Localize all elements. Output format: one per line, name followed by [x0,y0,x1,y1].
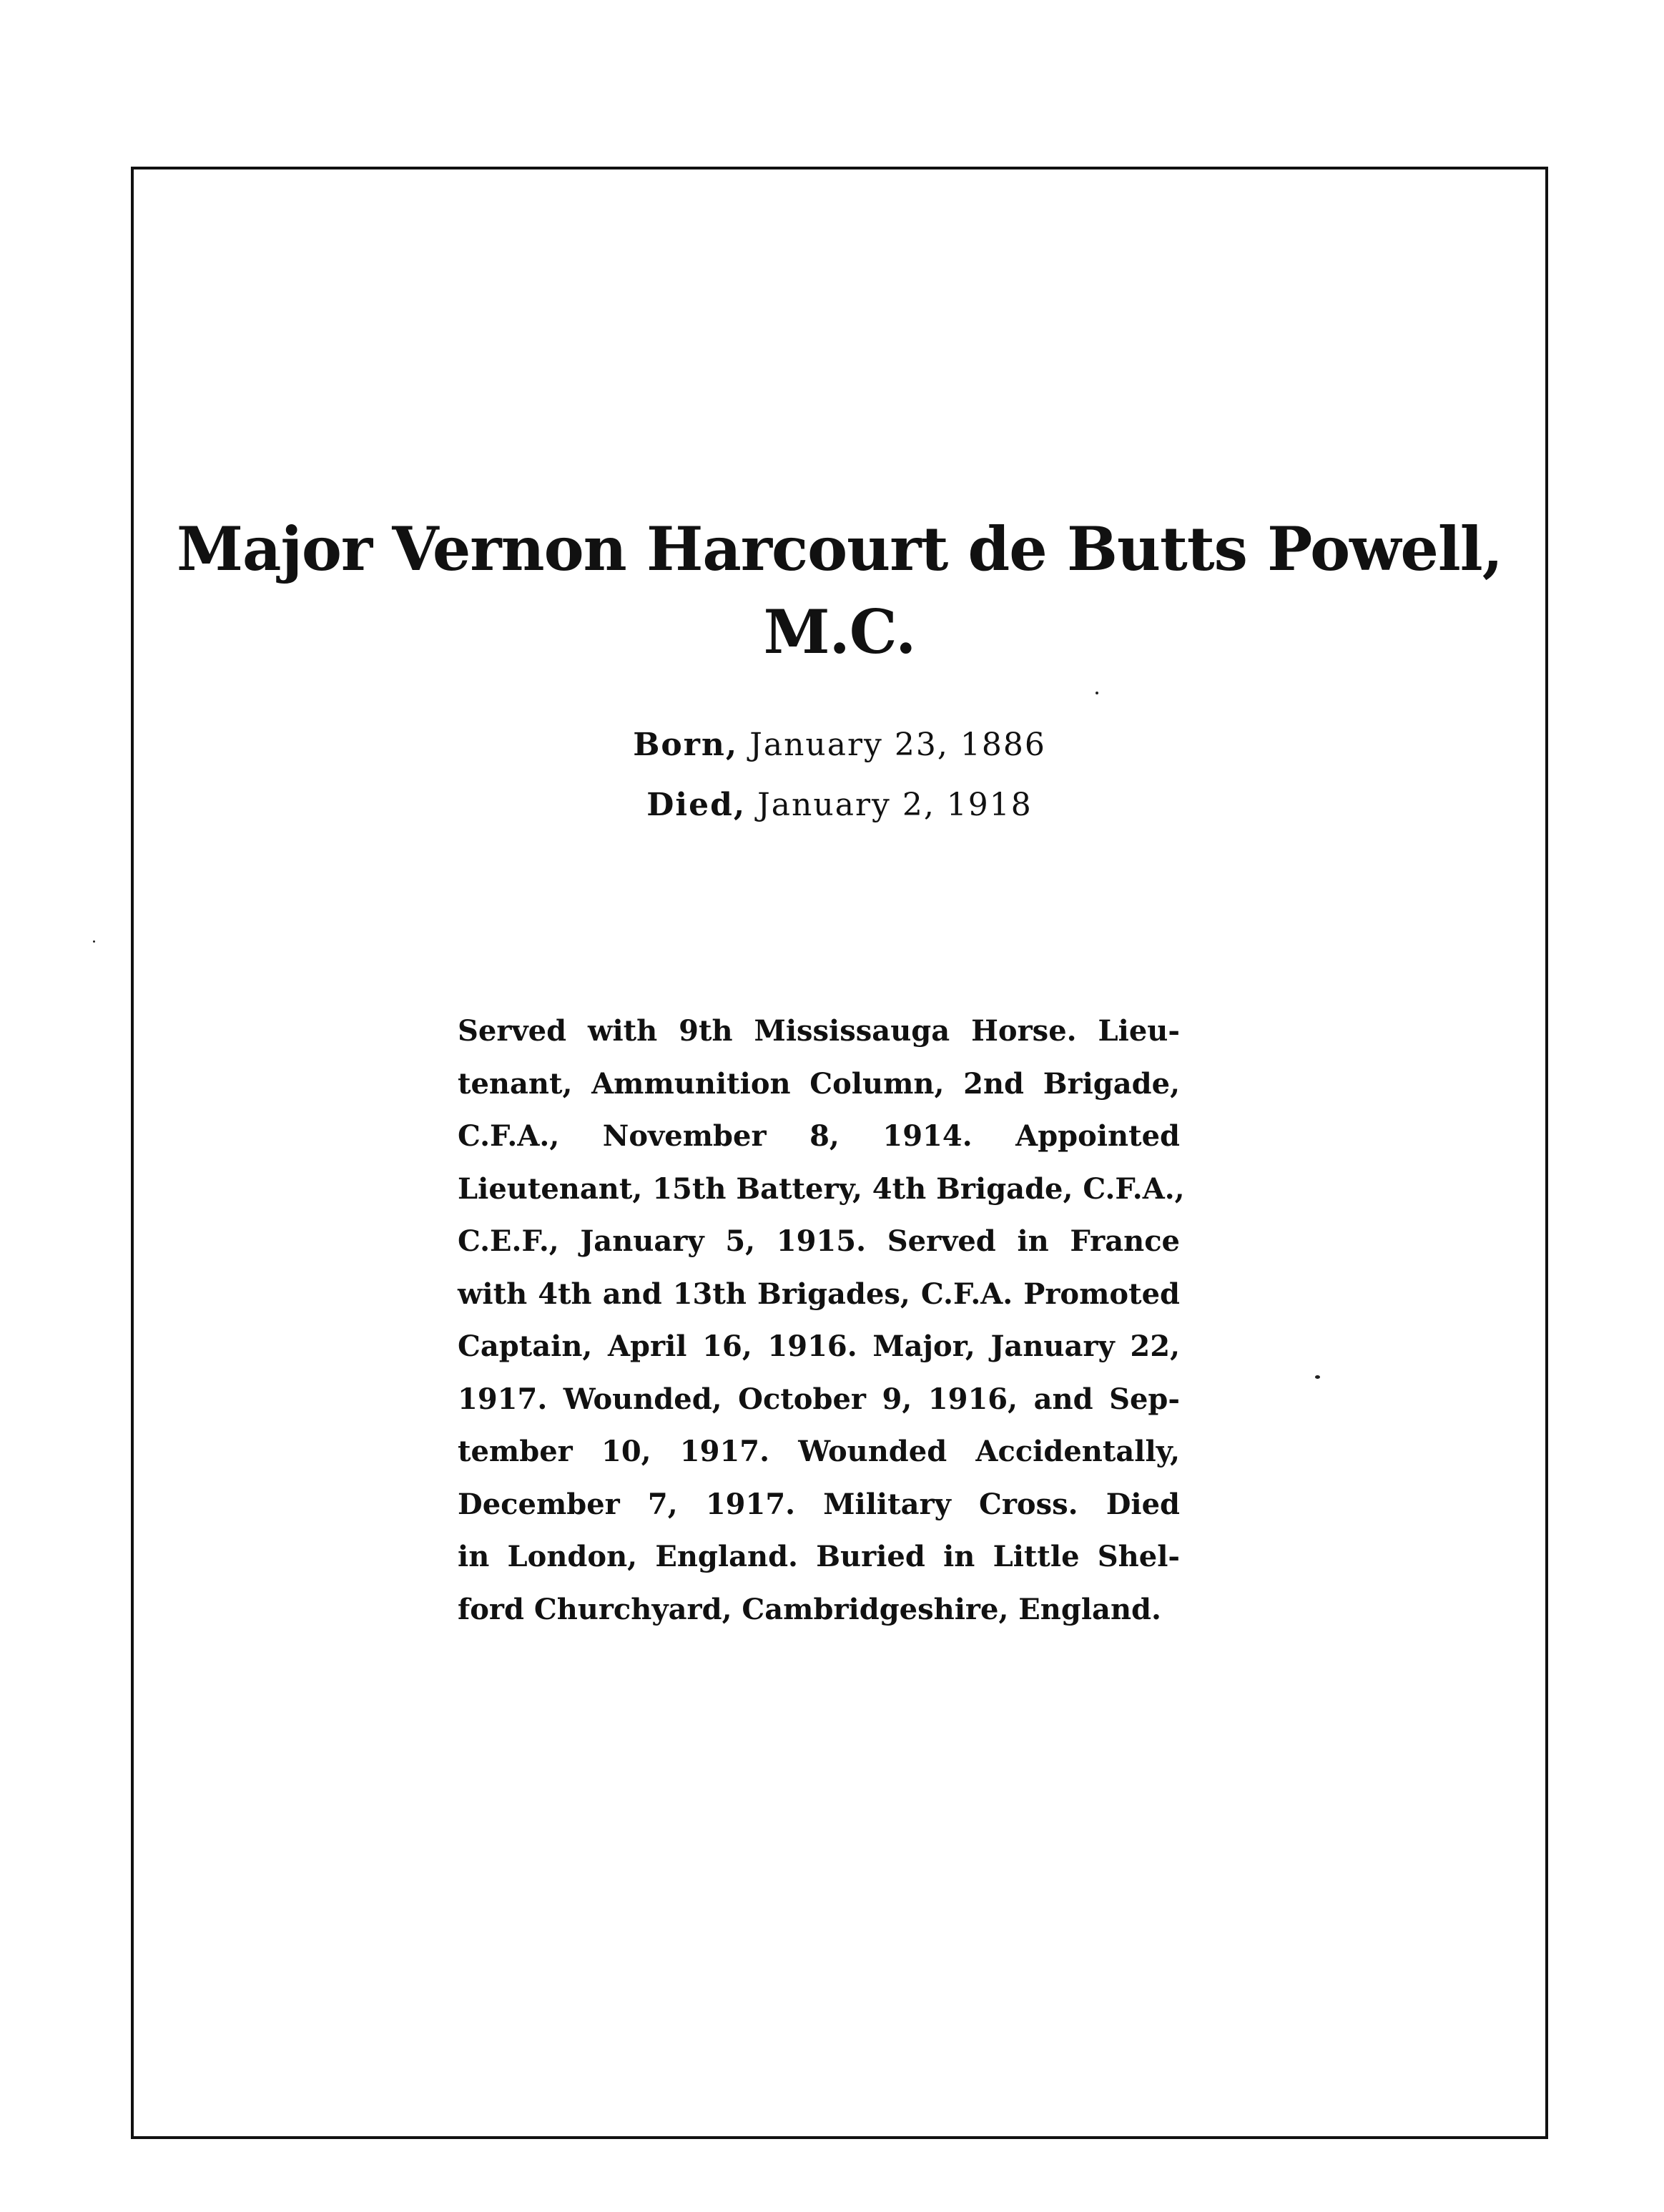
bio-line: with 4th and 13th Brigades, C.F.A. Promoted [458,1277,1180,1311]
died-line [131,775,1548,835]
bio-line: Captain, April 16, 1916. Major, January 22, [458,1329,1180,1363]
bio-line: Served with 9th Mississauga Horse. Lieu- [458,1014,1180,1048]
bio-line: December 7, 1917. Military Cross. Died [458,1487,1180,1521]
born-line [131,715,1548,775]
bio-line: tember 10, 1917. Wounded Accidentally, [458,1435,1180,1468]
title-honour-line: M.C. [763,596,916,667]
bio-line: tenant, Ammunition Column, 2nd Brigade, [458,1066,1180,1101]
life-dates [131,715,1548,835]
bio-line: Lieutenant, 15th Battery, 4th Brigade, C.F.A., [458,1171,1185,1206]
born-label: Born, [633,727,739,763]
service-biography [458,1005,1185,1636]
title-name-line: Major Vernon Harcourt de Butts Powell, [177,513,1502,584]
scan-speck [93,940,95,943]
scan-speck [1096,692,1098,694]
scan-speck [1315,1375,1320,1379]
bio-line: ford Churchyard, Cambridgeshire, England. [458,1592,1161,1626]
memorial-title [131,508,1548,674]
bio-line: 1917. Wounded, October 9, 1916, and Sep- [458,1382,1180,1416]
died-date: January 2, 1918 [757,787,1033,823]
bio-line: C.E.F., January 5, 1915. Served in France [458,1224,1180,1258]
born-date: January 23, 1886 [749,727,1046,763]
died-label: Died, [646,787,747,823]
bio-line: C.F.A., November 8, 1914. Appointed [458,1119,1180,1153]
bio-line: in London, England. Buried in Little Shel- [458,1540,1180,1573]
